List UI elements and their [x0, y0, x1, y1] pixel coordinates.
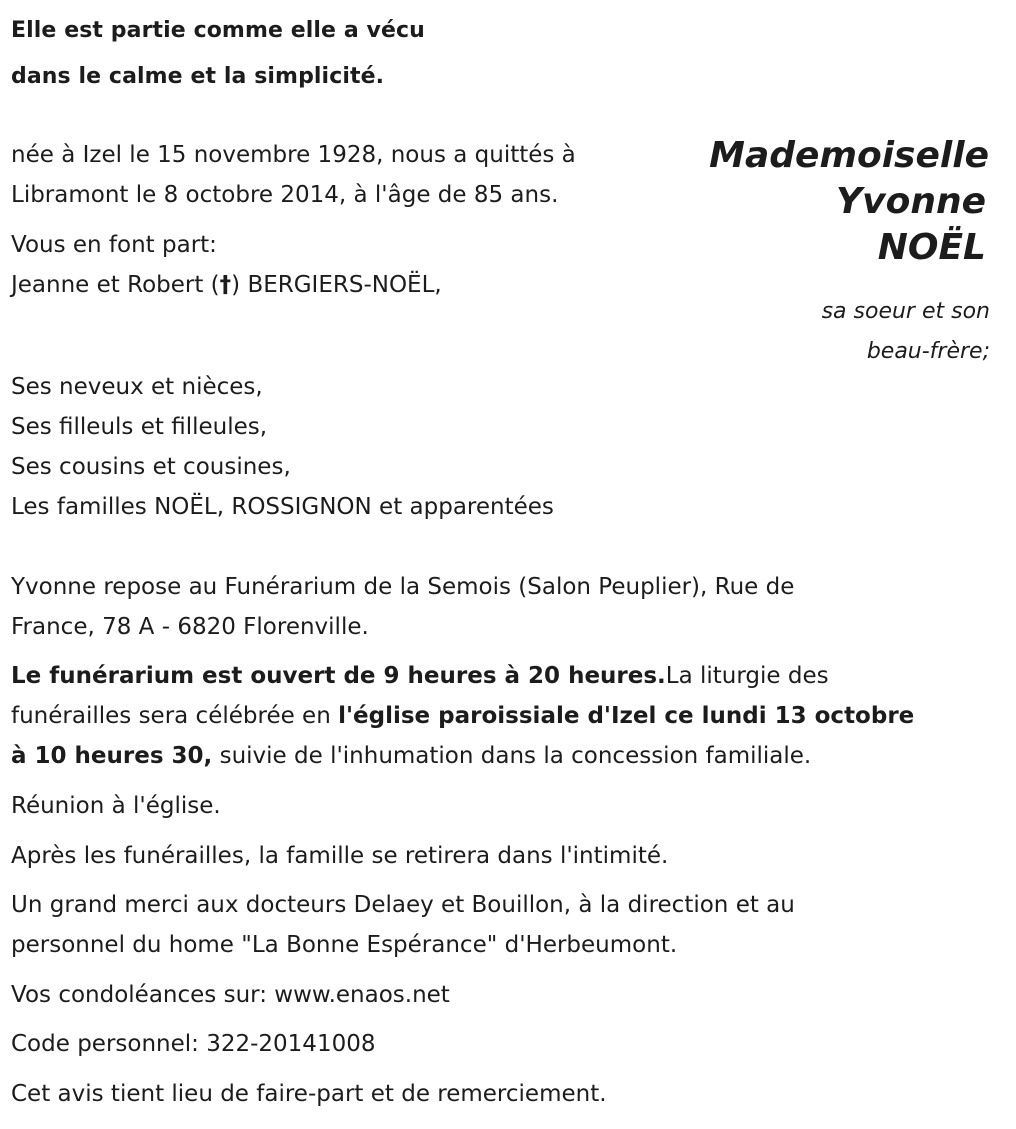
meeting-note: Réunion à l'église.: [11, 793, 221, 819]
birth-line-1: née à Izel le 15 novembre 1928, nous a quittés à: [11, 142, 576, 168]
relation-line-1: sa soeur et son: [821, 299, 990, 324]
cross-icon: †: [219, 272, 232, 298]
sibling-suffix: ) BERGIERS-NOËL,: [231, 272, 442, 298]
funeral-line-2: [11, 696, 914, 736]
thanks-line-1: Un grand merci aux docteurs Delaey et Bouillon, à la direction et au: [11, 892, 795, 918]
thanks-paragraph: [11, 885, 795, 965]
relation-line-2: beau-frère;: [866, 339, 990, 364]
epigraph-line-1: Elle est partie comme elle a vécu: [11, 18, 425, 43]
rest-place-line-1: Yvonne repose au Funérarium de la Semois (Salon Peuplier), Rue de: [11, 574, 795, 600]
funeral-line-2-prefix: funérailles sera célébrée en: [11, 703, 339, 729]
sibling-prefix: Jeanne et Robert (: [11, 272, 220, 298]
epigraph-line-2: dans le calme et la simplicité.: [11, 64, 385, 89]
birth-line-2: Libramont le 8 octobre 2014, à l'âge de 85 ans.: [11, 182, 559, 208]
funeral-time: à 10 heures 30,: [11, 743, 213, 769]
church-date: l'église paroissiale d'Izel ce lundi 13 octobre: [338, 703, 915, 729]
funerarium-hours: Le funérarium est ouvert de 9 heures à 20 heures.: [11, 663, 666, 689]
condolences-note: Vos condoléances sur: www.enaos.net: [11, 982, 450, 1008]
rest-place-paragraph: [11, 567, 794, 647]
personal-code: Code personnel: 322-20141008: [11, 1031, 376, 1057]
rest-place-line-2: France, 78 A - 6820 Florenville.: [11, 614, 369, 640]
relation-note: [730, 292, 990, 372]
announcement-paragraph: [11, 225, 442, 305]
deceased-name: [686, 133, 989, 271]
family-item: Ses cousins et cousines,: [11, 454, 291, 480]
deceased-last-name: NOËL: [877, 227, 986, 268]
funeral-line-3: [11, 736, 914, 776]
epigraph: [11, 8, 425, 100]
deceased-first-name: Yvonne: [836, 181, 986, 222]
funeral-paragraph: [11, 656, 914, 776]
closing-note: Cet avis tient lieu de faire-part et de remerciement.: [11, 1081, 607, 1107]
thanks-line-2: personnel du home "La Bonne Espérance" d'Herbeumont.: [11, 932, 678, 958]
family-item: Ses neveux et nièces,: [11, 374, 263, 400]
announcement-intro: Vous en font part:: [11, 232, 217, 258]
after-funeral-note: Après les funérailles, la famille se retirera dans l'intimité.: [11, 843, 669, 869]
family-list: [11, 367, 554, 527]
deceased-title: Mademoiselle: [709, 135, 989, 176]
family-item: Ses filleuls et filleules,: [11, 414, 268, 440]
funeral-line-3-suffix: suivie de l'inhumation dans la concession familiale.: [212, 743, 812, 769]
funeral-line-1: [11, 656, 914, 696]
sibling-line: [11, 265, 442, 305]
liturgy-intro: La liturgie des: [665, 663, 829, 689]
birth-paragraph: [11, 135, 576, 215]
family-item: Les familles NOËL, ROSSIGNON et apparentées: [11, 494, 554, 520]
